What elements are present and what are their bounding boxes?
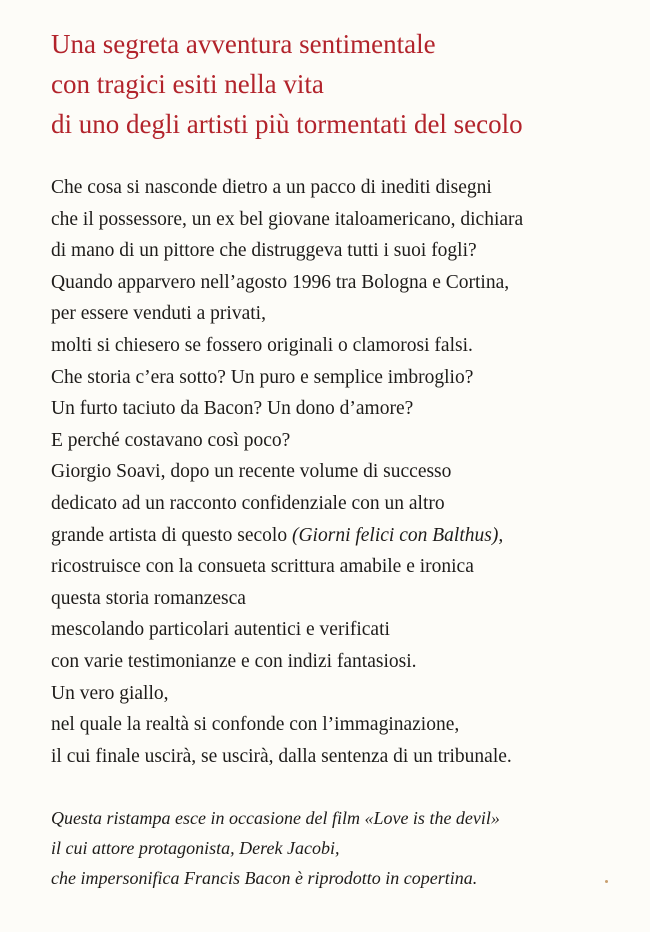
blurb-line-8: Un furto taciuto da Bacon? Un dono d’amore?: [51, 398, 414, 420]
blurb-line-2: che il possessore, un ex bel giovane italoamericano, dichiara: [51, 208, 524, 230]
headline: [51, 24, 641, 144]
note-line-3: che impersonifica Francis Bacon è riprodotto in copertina.: [51, 868, 478, 888]
blurb-line-10: Giorgio Soavi, dopo un recente volume di successo: [51, 461, 452, 483]
blurb-line-4: Quando apparvero nell’agosto 1996 tra Bologna e Cortina,: [51, 271, 510, 293]
headline-line-3: di uno degli artisti più tormentati del secolo: [51, 109, 523, 139]
blurb-line-17: Un vero giallo,: [51, 682, 169, 704]
blurb-line-11: dedicato ad un racconto confidenziale con un altro: [51, 492, 445, 514]
blurb-line-14: questa storia romanzesca: [51, 587, 246, 609]
headline-line-1: Una segreta avventura sentimentale: [51, 29, 436, 59]
paper-speck: [605, 880, 608, 883]
blurb-line-18: nel quale la realtà si confonde con l’immaginazione,: [51, 714, 460, 736]
note-line-2: il cui attore protagonista, Derek Jacobi,: [51, 838, 340, 858]
blurb-line-16: con varie testimonianze e con indizi fantasiosi.: [51, 650, 417, 672]
reprint-note: [51, 803, 641, 893]
blurb-line-3: di mano di un pittore che distruggeva tutti i suoi fogli?: [51, 240, 477, 262]
blurb-line-7: Che storia c’era sotto? Un puro e semplice imbroglio?: [51, 366, 474, 388]
blurb-line-19: il cui finale uscirà, se uscirà, dalla sentenza di un tribunale.: [51, 745, 512, 767]
blurb-line-5: per essere venduti a privati,: [51, 303, 266, 325]
blurb-line-13: ricostruisce con la consueta scrittura amabile e ironica: [51, 556, 474, 578]
blurb-text: [51, 172, 641, 772]
blurb-line-12-text: grande artista di questo secolo: [51, 524, 292, 546]
blurb-line-12: [51, 520, 641, 552]
note-line-1: Questa ristampa esce in occasione del film «Love is the devil»: [51, 808, 500, 828]
blurb-line-15: mescolando particolari autentici e verificati: [51, 619, 390, 641]
blurb-line-1: Che cosa si nasconde dietro a un pacco di inediti disegni: [51, 177, 492, 198]
headline-line-2: con tragici esiti nella vita: [51, 69, 324, 99]
blurb-line-6: molti si chiesero se fossero originali o clamorosi falsi.: [51, 334, 473, 356]
book-title: (Giorni felici con Balthus),: [291, 524, 504, 546]
blurb-line-9: E perché costavano così poco?: [51, 429, 291, 451]
